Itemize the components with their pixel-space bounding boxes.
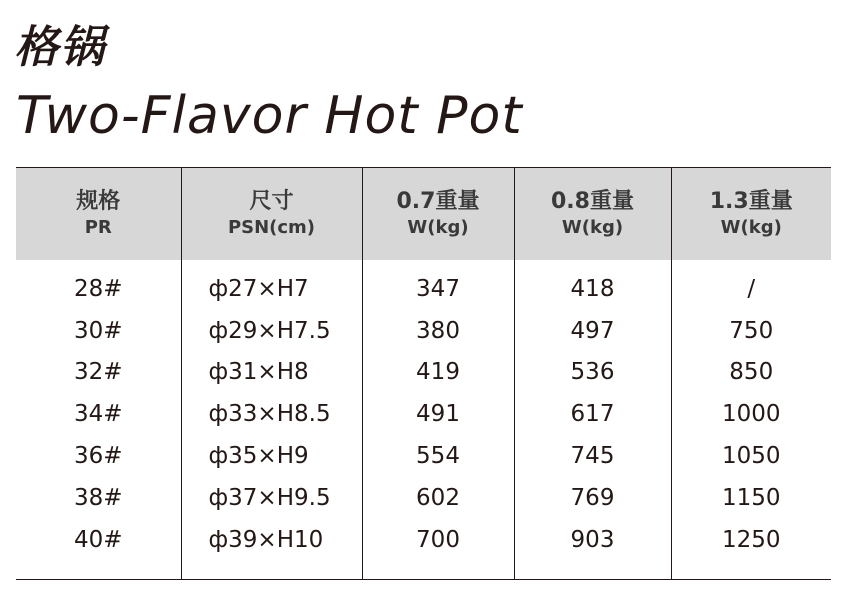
cell-weight-0-7: 491 bbox=[362, 393, 514, 435]
cell-weight-1-3: 750 bbox=[671, 310, 831, 352]
cell-pr: 34# bbox=[73, 401, 123, 428]
cell-weight-1-3: 1000 bbox=[671, 393, 831, 435]
cell-weight-0-8: 617 bbox=[514, 393, 671, 435]
cell-pr: 40# bbox=[16, 519, 181, 579]
header-cell-size bbox=[181, 168, 362, 261]
cell-weight-0-8: 536 bbox=[514, 352, 671, 394]
spec-table bbox=[16, 167, 831, 580]
header-label: 规格 bbox=[76, 189, 121, 214]
cell-size: ф39×H10 bbox=[181, 519, 362, 579]
title-english: Two-Flavor Hot Pot bbox=[16, 86, 523, 146]
cell-weight-1-3: 1250 bbox=[671, 519, 831, 579]
header-unit: PR bbox=[84, 217, 112, 238]
cell-size: ф35×H9 bbox=[181, 435, 362, 477]
header-label: 尺寸 bbox=[249, 189, 294, 214]
header-cell-weight-1-3 bbox=[671, 168, 831, 261]
header-label: 1.3重量 bbox=[709, 189, 793, 214]
header-unit: W(kg) bbox=[407, 217, 469, 238]
cell-pr: 36# bbox=[73, 443, 123, 470]
cell-weight-0-8: 745 bbox=[514, 435, 671, 477]
header-cell-pr bbox=[16, 168, 181, 261]
table-row bbox=[16, 519, 831, 579]
cell-size: ф27×H7 bbox=[181, 260, 362, 310]
cell-pr: 30# bbox=[73, 317, 123, 344]
header-unit: W(kg) bbox=[720, 217, 782, 238]
cell-size: ф29×H7.5 bbox=[181, 310, 362, 352]
cell-size: ф31×H8 bbox=[181, 352, 362, 394]
cell-pr: 38# bbox=[73, 484, 123, 511]
cell-weight-0-7: 347 bbox=[362, 260, 514, 310]
cell-weight-0-8: 418 bbox=[514, 260, 671, 310]
header-cell-weight-0-8 bbox=[514, 168, 671, 261]
cell-weight-0-8: 903 bbox=[514, 519, 671, 579]
table-row bbox=[16, 435, 831, 477]
cell-weight-0-7: 602 bbox=[362, 477, 514, 519]
table-row bbox=[16, 352, 831, 394]
table-row bbox=[16, 477, 831, 519]
cell-weight-0-7: 554 bbox=[362, 435, 514, 477]
header-label: 0.8重量 bbox=[551, 189, 634, 214]
title-chinese: 格锅 bbox=[14, 22, 106, 73]
spec-table-body bbox=[16, 260, 831, 579]
table-row bbox=[16, 260, 831, 310]
cell-weight-0-8: 769 bbox=[514, 477, 671, 519]
cell-weight-0-7: 380 bbox=[362, 310, 514, 352]
cell-weight-0-7: 700 bbox=[362, 519, 514, 579]
cell-weight-1-3: 850 bbox=[671, 352, 831, 394]
header-cell-weight-0-7 bbox=[362, 168, 514, 261]
table-row bbox=[16, 393, 831, 435]
header-row bbox=[16, 168, 831, 261]
cell-weight-0-7: 419 bbox=[362, 352, 514, 394]
cell-weight-1-3: 1150 bbox=[671, 477, 831, 519]
cell-size: ф33×H8.5 bbox=[181, 393, 362, 435]
header-unit: W(kg) bbox=[561, 217, 624, 238]
cell-size: ф37×H9.5 bbox=[181, 477, 362, 519]
cell-weight-1-3: 1050 bbox=[671, 435, 831, 477]
cell-weight-1-3: / bbox=[671, 260, 831, 310]
table-row bbox=[16, 310, 831, 352]
header-label: 0.7重量 bbox=[396, 189, 480, 214]
cell-pr: 28# bbox=[73, 275, 123, 302]
spec-table-header bbox=[16, 168, 831, 261]
cell-weight-0-8: 497 bbox=[514, 310, 671, 352]
cell-pr: 32# bbox=[73, 359, 123, 386]
header-unit: PSN(cm) bbox=[227, 217, 316, 238]
